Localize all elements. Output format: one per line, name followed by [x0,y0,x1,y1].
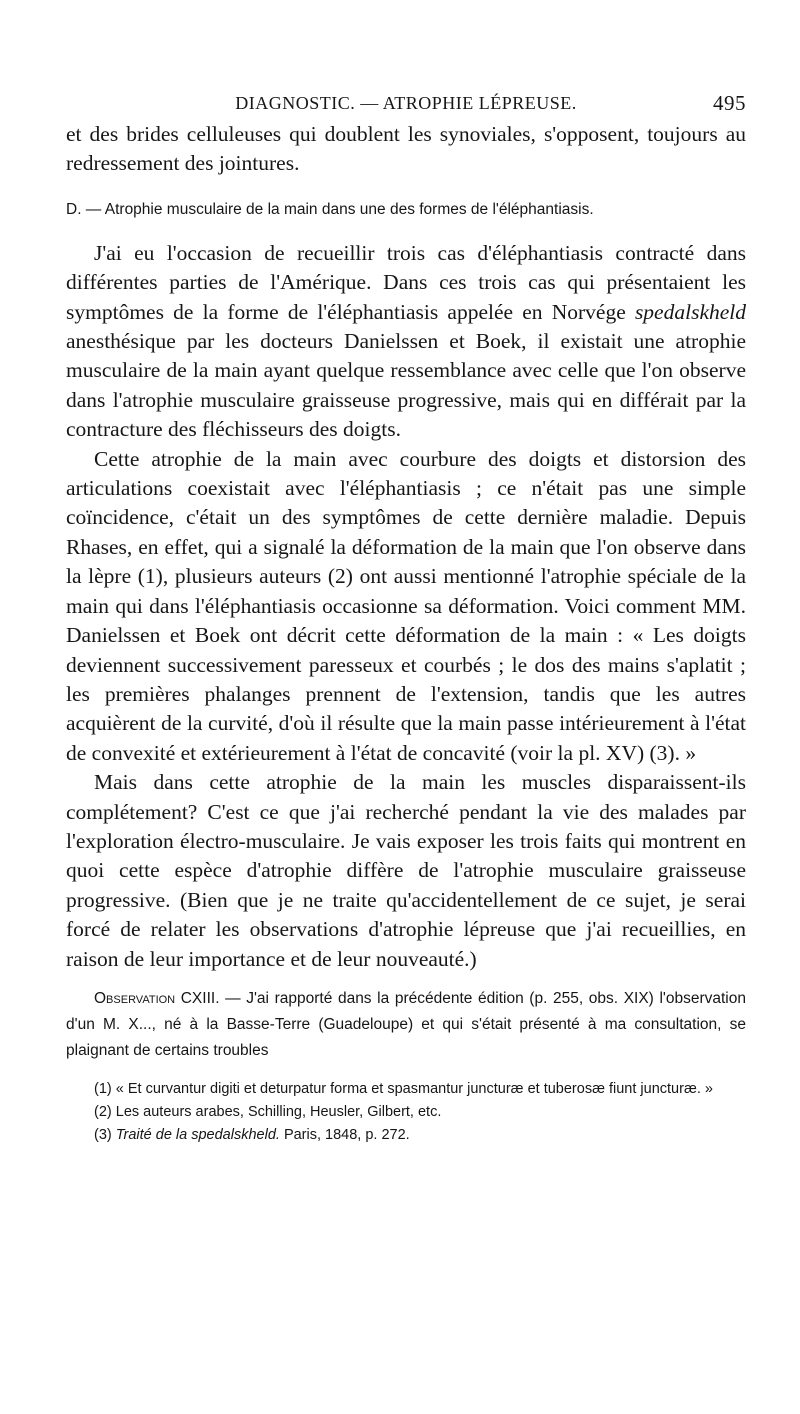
page-number: 495 [713,91,746,115]
footnotes [66,1078,746,1147]
footnote-1: (1) « Et curvantur digiti et deturpatur forma et spasmantur juncturæ et tuberosæ fiunt juncturæ. » [94,1080,713,1097]
observation-paragraph [66,986,746,1064]
footnote-3-title: Traité de la spedalskheld. [115,1126,280,1143]
paragraph-deformation: Cette atrophie de la main avec courbure des doigts et distorsion des articulations coexistait avec l'éléphantiasis ; ce n'était pas une simple coïncidence, c'était un des symptômes de cette dernière maladie. Depuis Rhases, en effet, qui a signalé la déformation de la main que l'on observe dans la lèpre (1), plusieurs auteurs (2) ont aussi mentionné l'atrophie spéciale de la main qui dans l'éléphantiasis occasionne sa déformation. Voici comment MM. Danielssen et Boek ont décrit cette déformation de la main : « Les doigts deviennent successivement paresseux et courbés ; le dos des mains s'aplatit ; les premières phalanges prennent de l'extension, tandis que les autres acquièrent de la curvité, d'où il résulte que la main passe intérieurement à l'état de convexité et extérieurement à l'état de concavité (voir la pl. XV) (3). » [66,446,746,765]
running-head-title: DIAGNOSTIC. — ATROPHIE LÉPREUSE. [235,93,577,113]
running-head [66,86,746,120]
book-page [66,86,746,1147]
paragraph-exploration: Mais dans cette atrophie de la main les muscles disparaissent-ils complétement? C'est ce que j'ai recherché pendant la vie des malades par l'exploration électro-musculaire. Je vais exposer les trois faits qui montrent en quoi cette espèce d'atrophie diffère de l'atrophie musculaire graisseuse progressive. (Bien que je ne traite qu'accidentellement de ce sujet, je serai forcé de relater les observations d'atrophie lépreuse que j'ai recueillies, en raison de leur importance et de leur nouveauté.) [66,770,746,971]
paragraph-continuation: et des brides celluleuses qui doublent les synoviales, s'opposent, toujours au redressement des jointures. [66,122,746,176]
observation-text: — J'ai rapporté dans la précédente édition (p. 255, obs. XIX) l'observation d'un M. X..., né à la Basse-Terre (Guadeloupe) et qui s'était présenté à ma consultation, se plaignant de certains troubles [66,989,746,1059]
footnote-2: (2) Les auteurs arabes, Schilling, Heusler, Gilbert, etc. [94,1103,442,1120]
observation-label: Observation CXIII. [94,989,220,1007]
footnote-3-number: (3) [94,1126,116,1143]
footnote-3 [66,1124,746,1147]
paragraph-cases-text-2: anesthésique par les docteurs Danielssen et Boek, il existait une atrophie musculaire de la main ayant quelque ressemblance avec celle que l'on observe dans l'atrophie musculaire graisseuse progressive, mais qui en différait par la contracture des fléchisseurs des doigts. [66,329,746,442]
section-heading: D. — Atrophie musculaire de la main dans une des formes de l'éléphantiasis. [66,200,594,218]
paragraph-cases [66,239,746,445]
term-spedalskheld: spedalskheld [634,299,746,324]
paragraph-cases-text-1: J'ai eu l'occasion de recueillir trois cas d'éléphantiasis contracté dans différentes parties de l'Amérique. Dans ces trois cas qui présentaient les symptômes de la forme de l'éléphantiasis appelée en Norvége [66,240,746,324]
footnote-3-reference: Paris, 1848, p. 272. [279,1126,410,1143]
